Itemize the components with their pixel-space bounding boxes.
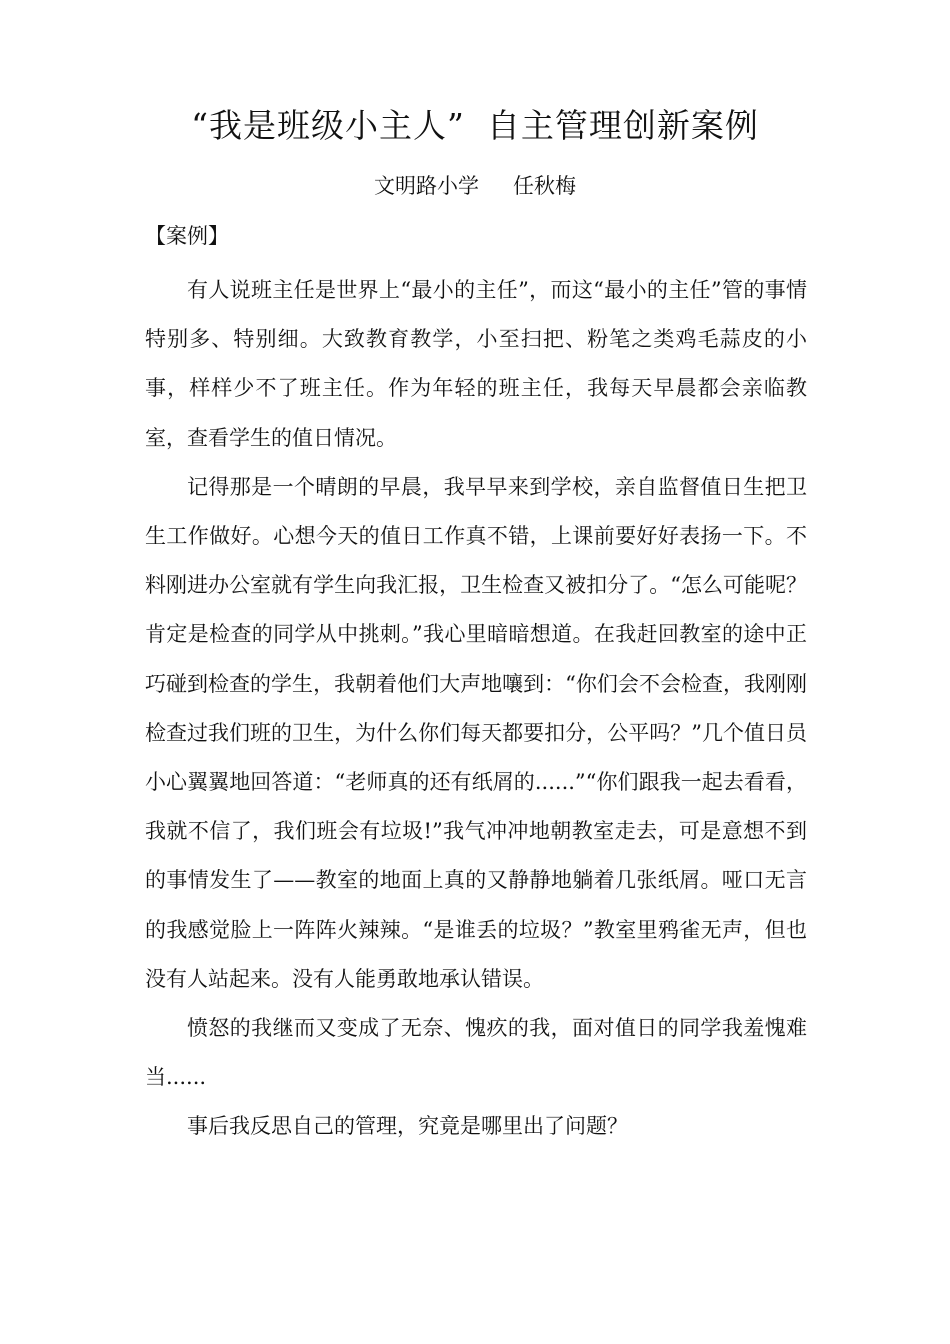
section-label: 【案例】 [145,224,229,248]
title-main-part: 自主管理创新案例 [486,106,759,145]
paragraph: 愤怒的我继而又变成了无奈、愧疚的我，面对值日的同学我羞愧难当...... [145,1016,807,1090]
school-name: 文明路小学 [374,174,479,198]
author-name: 任秋梅 [513,174,576,198]
paragraph: 有人说班主任是世界上“最小的主任”，而这“最小的主任”管的事情特别多、特别细。大致教育教学，小至扫把、粉笔之类鸡毛蒜皮的小事，样样少不了班主任。作为年轻的班主任，我每天早晨都会亲临教室，查看学生的值日情况。 [145,278,807,450]
paragraph: 事后我反思自己的管理，究竟是哪里出了问题？ [187,1114,628,1139]
document-title [0,102,950,150]
paragraph: 记得那是一个晴朗的早晨，我早早来到学校，亲自监督值日生把卫生工作做好。心想今天的值日工作真不错，上课前要好好表扬一下。不料刚进办公室就有学生向我汇报，卫生检查又被扣分了。“怎么可能呢？肯定是检查的同学从中挑刺。”我心里暗暗想道。在我赶回教室的途中正巧碰到检查的学生，我朝着他们大声地嚷到：“你们会不会检查，我刚刚检查过我们班的卫生，为什么你们每天都要扣分，公平吗？”几个值日员小心翼翼地回答道：“老师真的还有纸屑的......”“你们跟我一起去看看，我就不信了，我们班会有垃圾!”我气冲冲地朝教室走去，可是意想不到的事情发生了——教室的地面上真的又静静地躺着几张纸屑。哑口无言的我感觉脸上一阵阵火辣辣。“是谁丢的垃圾？”教室里鸦雀无声，但也没有人站起来。没有人能勇敢地承认错误。 [145,474,807,991]
body-text [145,266,807,1152]
author-byline [0,170,950,202]
title-quoted-part: “我是班级小主人” [191,106,465,145]
